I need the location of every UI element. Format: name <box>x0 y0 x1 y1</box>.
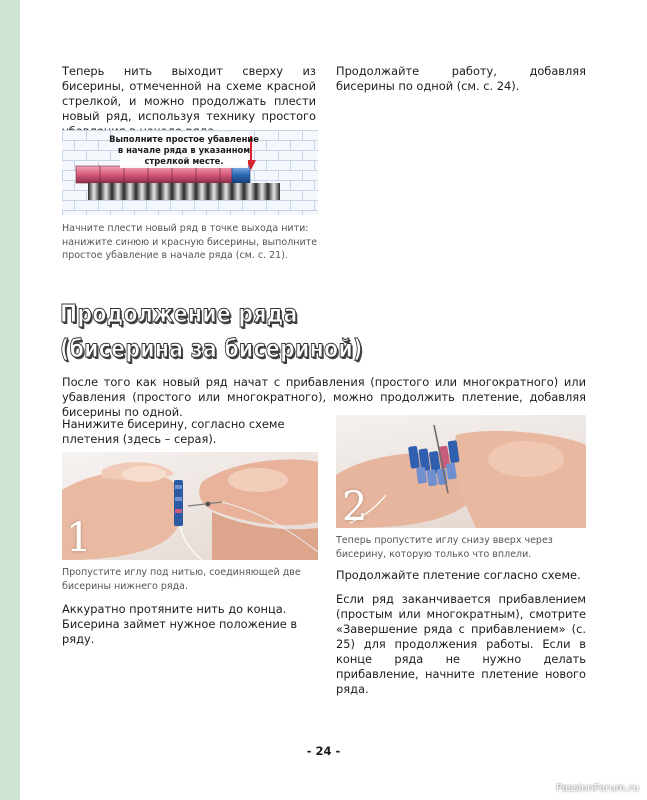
watermark: PassionForum.ru <box>556 783 639 794</box>
step2-caption: Теперь пропустите иглу снизу вверх через бисерину, которую только что вплели. <box>336 535 553 560</box>
callout-line-3: стрелкой месте. <box>144 156 224 166</box>
pink-bead-row <box>76 166 232 183</box>
step2-number: 2 <box>342 484 368 528</box>
step1-photo <box>62 452 318 560</box>
intro-right-text: Продолжайте работу, добавляя бисерины по одной (см. с. 24). <box>336 64 586 93</box>
section-title-line-2: (бисерина за бисериной) <box>60 334 363 363</box>
page-number: - 24 - <box>306 744 341 758</box>
section-title-line-1: Продолжение ряда <box>60 299 298 328</box>
step1-instruction: Нанижите бисерину, согласно схеме плетения (здесь – серая). <box>62 417 285 446</box>
section-intro-text: После того как новый ряд начат с прибавления (простого или многократного) или убавления (простого или многократного), можно продолжить плетение, добавляя бисерины по одной. <box>62 375 586 419</box>
step2-photo <box>336 415 586 528</box>
callout-line-1: Выполните простое убавление <box>109 134 259 144</box>
intro-left-text: Теперь нить выходит сверху из бисерины, отмеченной на схеме красной стрелкой, и можно продолжать плести новый ряд, используя технику простого <box>62 64 316 123</box>
bead-diagram <box>62 130 318 215</box>
step2-continue-text: Продолжайте плетение согласно схеме. <box>336 568 581 582</box>
blue-bead <box>232 166 250 183</box>
step1-photo-svg <box>62 452 318 560</box>
section-title <box>60 296 404 366</box>
step2-end-row-text: Если ряд заканчивается прибавлением (простым или многократным), смотрите «Завершение ряда с прибавлением» (с. 25) для продолжения работы. Если в конце ряда не нужно делать прибавление, начните плетение нового ряда. <box>336 592 586 696</box>
diagram-caption: Начните плести новый ряд в точке выхода нити: нанижите синюю и красную бисерины, выполните простое убавление в начале ряда (см. с. 21). <box>62 223 318 261</box>
bead-diagram-svg <box>62 130 318 215</box>
step1-note: Аккуратно протяните нить до конца. Бисерина займет нужное положение в ряду. <box>62 602 298 646</box>
side-color-strip <box>0 0 20 800</box>
step1-caption: Пропустите иглу под нитью, соединяющей две бисерины нижнего ряда. <box>62 567 301 592</box>
grey-bead-row <box>88 183 280 200</box>
step1-number: 1 <box>66 515 92 560</box>
step2-photo-svg <box>336 415 586 528</box>
callout-line-2: в начале ряда в указанном <box>117 145 251 155</box>
